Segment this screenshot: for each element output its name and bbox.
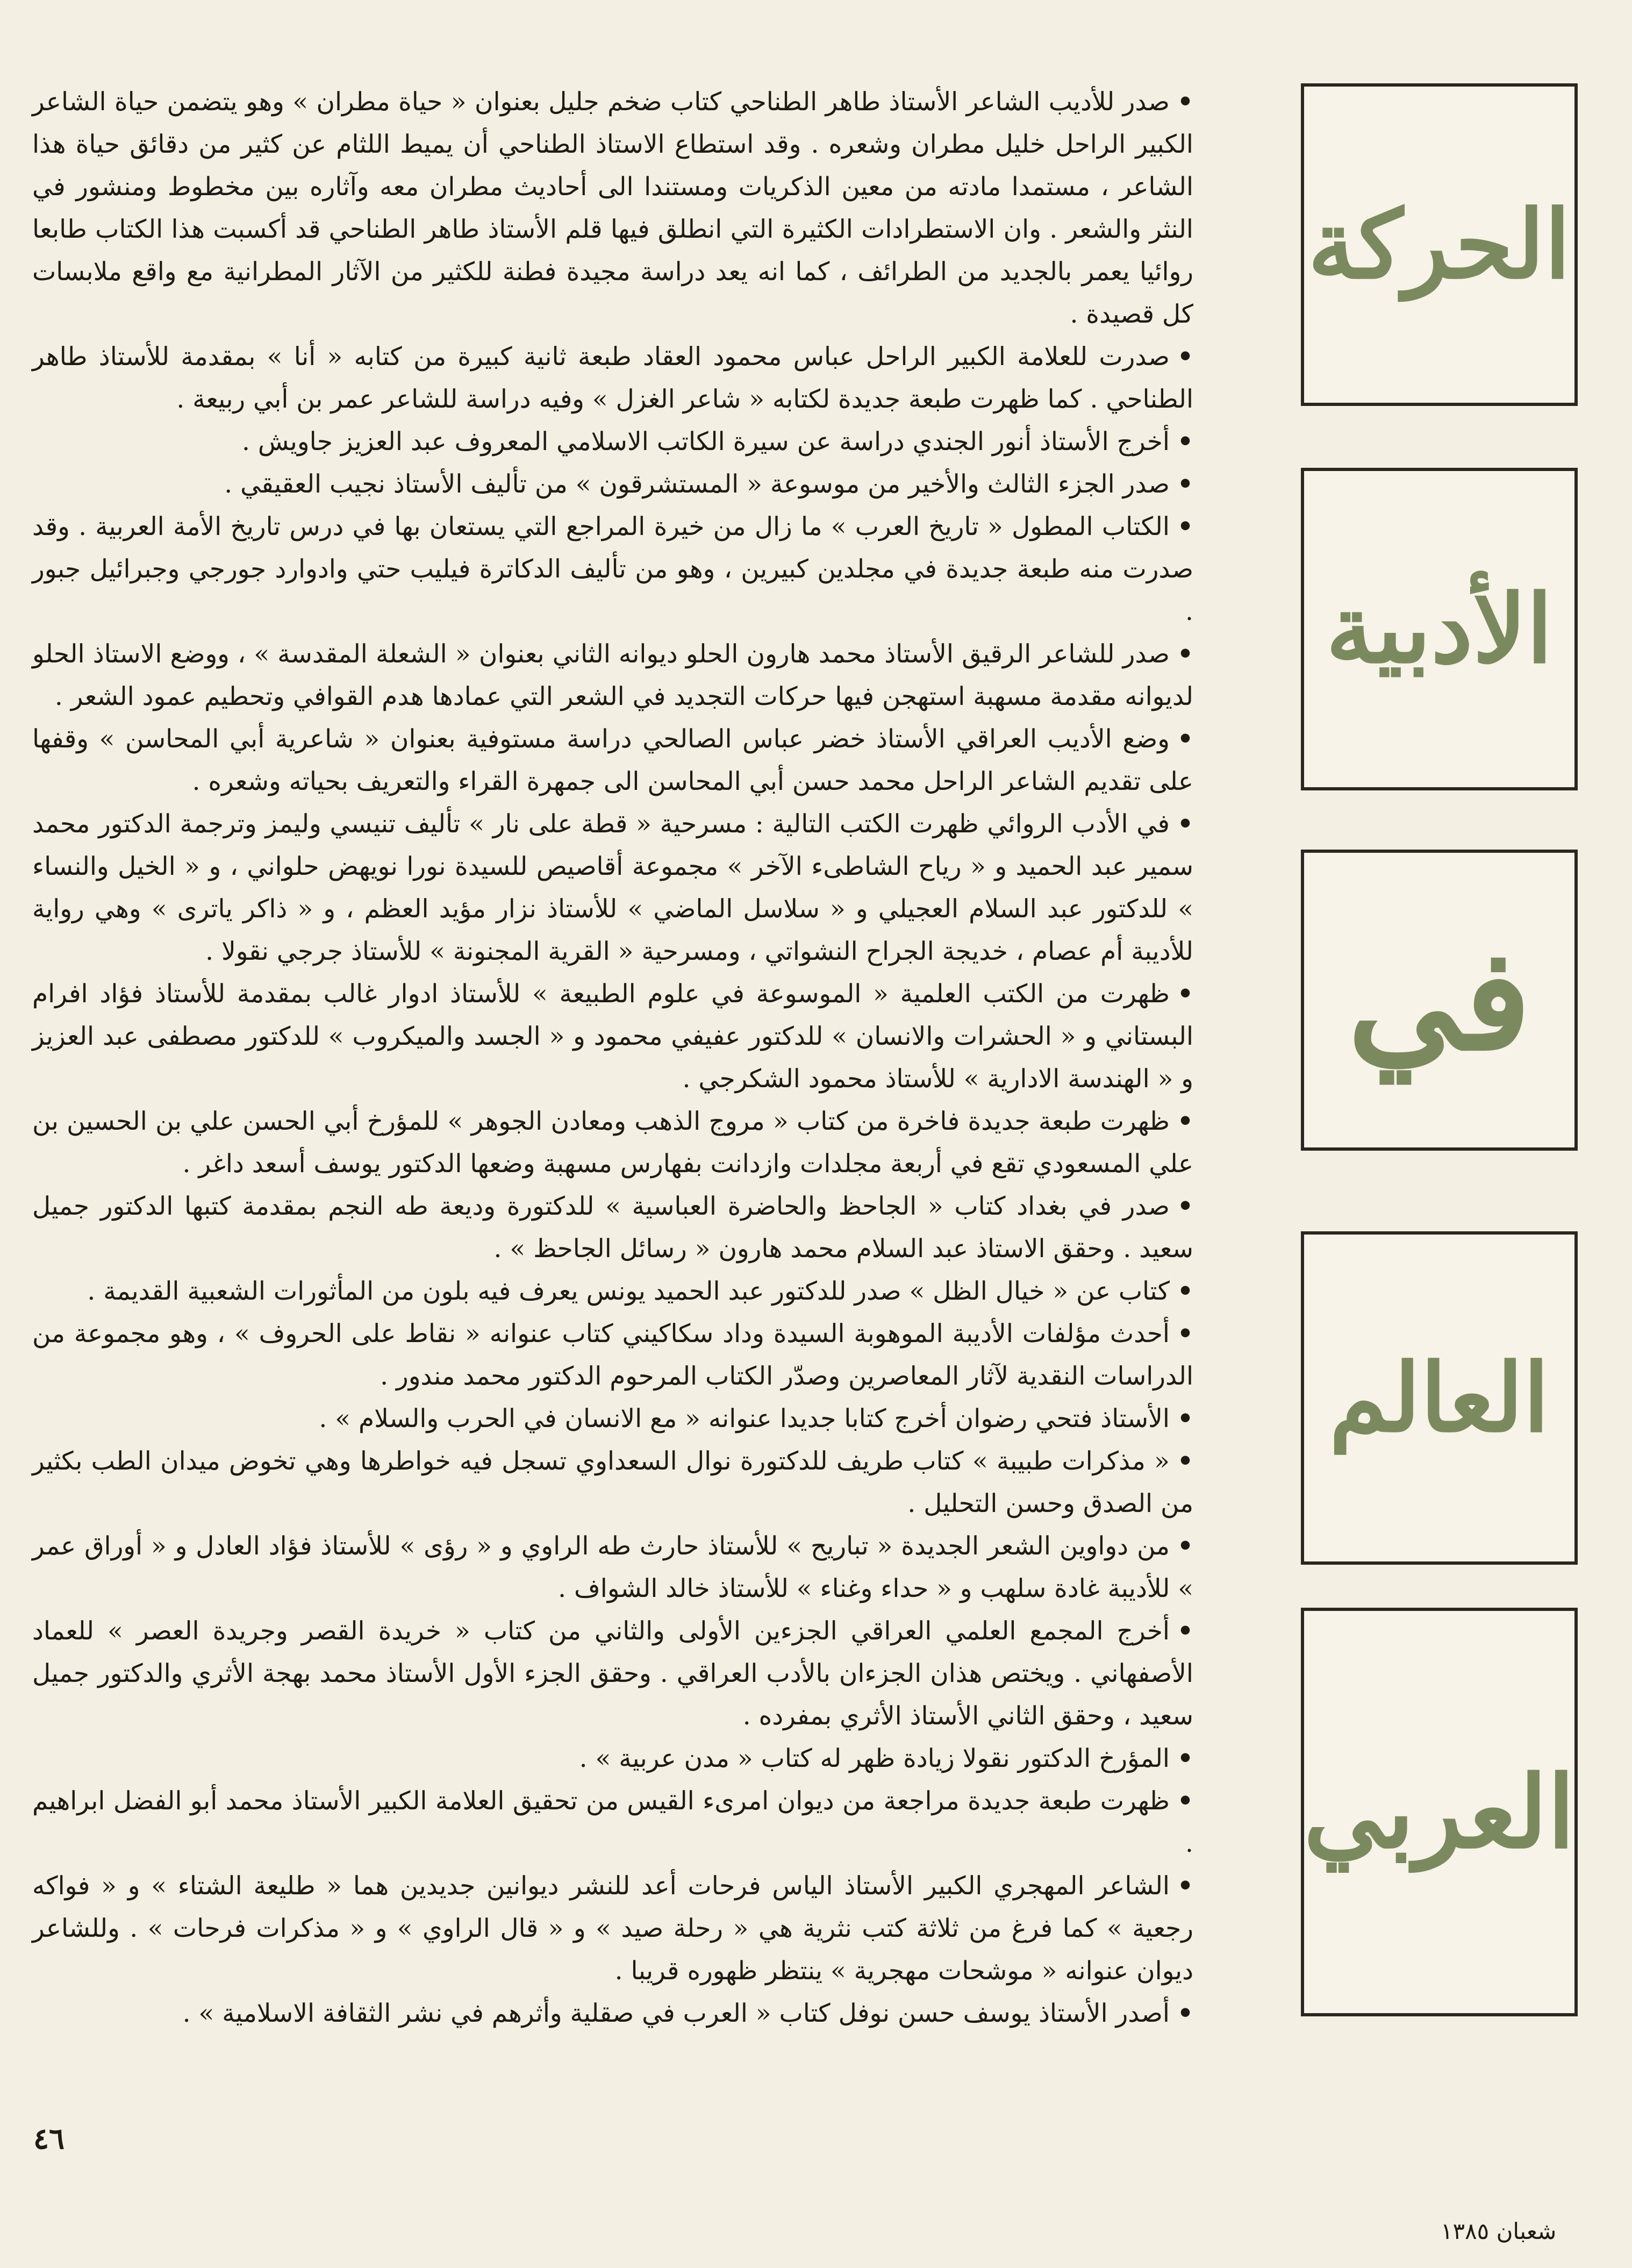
news-item-text: ظهرت من الكتب العلمية « الموسوعة في علوم الطبيعة » للأستاذ ادوار غالب بمقدمة للأستاذ فؤاد افرام البستاني و « الحشرات والانسان » للدكتور عفيفي محمود و « الجسد والميكروب » للدكتور مصطفى عبد العزيز و « الهندسة الادارية » للأستاذ محمود الشكرجي . — [32, 979, 1193, 1094]
news-item — [32, 420, 1193, 463]
news-item — [32, 505, 1193, 633]
page-number: ٤٦ — [33, 2121, 65, 2156]
bullet-marker: • — [1177, 87, 1193, 117]
bullet-marker: • — [1177, 1786, 1193, 1816]
news-item-text: أصدر الأستاذ يوسف حسن نوفل كتاب « العرب في صقلية وأثرهم في نشر الثقافة الاسلامية » . — [182, 1999, 1170, 2028]
news-item — [32, 1780, 1193, 1865]
news-item-text: ظهرت طبعة جديدة فاخرة من كتاب « مروج الذهب ومعادن الجوهر » للمؤرخ أبي الحسن علي بن الحسين بن علي المسعودي تقع في أربعة مجلدات وازدانت بفهارس مسهبة وضعها الدكتور يوسف أسعد داغر . — [32, 1107, 1193, 1179]
bullet-marker: • — [1177, 1404, 1193, 1433]
news-item — [32, 1100, 1193, 1185]
news-item — [32, 81, 1193, 336]
news-item — [32, 463, 1193, 505]
bullet-marker: • — [1177, 1446, 1193, 1476]
news-item-text: صدر في بغداد كتاب « الجاحظ والحاضرة العباسية » للدكتورة وديعة طه النجم بمقدمة كتبها الدكتور جميل سعيد . وحقق الاستاذ عبد السلام محمد هارون « رسائل الجاحظ » . — [32, 1192, 1193, 1264]
bullet-marker: • — [1177, 979, 1193, 1009]
news-item-text: المؤرخ الدكتور نقولا زيادة ظهر له كتاب « مدن عربية » . — [579, 1744, 1170, 1773]
title-box-4 — [1301, 1231, 1578, 1565]
bullet-marker: • — [1177, 1616, 1193, 1646]
bullet-marker: • — [1177, 724, 1193, 754]
news-item — [32, 973, 1193, 1100]
bullet-marker: • — [1177, 809, 1193, 839]
title-word-5: العربي — [1304, 1753, 1575, 1871]
news-item-text: أحدث مؤلفات الأديبة الموهوبة السيدة وداد سكاكيني كتاب عنوانه « نقاط على الحروف » ، وهو مجموعة من الدراسات النقدية لآثار المعاصرين وصدّر الكتاب المرحوم الدكتور محمد مندور . — [32, 1319, 1193, 1391]
bullet-marker: • — [1177, 1871, 1193, 1901]
news-item — [32, 1397, 1193, 1440]
title-box-3 — [1301, 850, 1578, 1151]
news-item — [32, 1610, 1193, 1737]
issue-date: شعبان ١٣٨٥ — [1441, 2218, 1557, 2244]
news-item — [32, 336, 1193, 420]
bullet-marker: • — [1177, 1276, 1193, 1306]
news-item-text: صدر الجزء الثالث والأخير من موسوعة « المستشرقون » من تأليف الأستاذ نجيب العقيقي . — [224, 469, 1170, 499]
news-item-text: من دواوين الشعر الجديدة « تباريح » للأستاذ حارث طه الراوي و « رؤى » للأستاذ فؤاد العادل و « أوراق عمر » للأديبة غادة سلهب و « حداء وغناء » للأستاذ خالد الشواف . — [32, 1531, 1193, 1603]
news-item — [32, 1270, 1193, 1313]
news-item — [32, 1440, 1193, 1525]
title-word-1: الحركة — [1308, 189, 1571, 300]
news-item — [32, 633, 1193, 718]
news-item-text: أخرج المجمع العلمي العراقي الجزءين الأولى والثاني من كتاب « خريدة القصر وجريدة العصر » للعماد الأصفهاني . ويختص هذان الجزءان بالأدب العراقي . وحقق الجزء الأول الأستاذ محمد بهجة الأثري والدكتور جميل سعيد ، وحقق الثاني الأستاذ الأثري بمفرده . — [32, 1616, 1193, 1731]
title-word-4: العالم — [1329, 1343, 1550, 1453]
bullet-marker: • — [1177, 469, 1193, 499]
bullet-marker: • — [1177, 1192, 1193, 1221]
news-item-text: كتاب عن « خيال الظل » صدر للدكتور عبد الحميد يونس يعرف فيه بلون من المأثورات الشعبية القديمة . — [87, 1276, 1170, 1306]
news-item-text: أخرج الأستاذ أنور الجندي دراسة عن سيرة الكاتب الاسلامي المعروف عبد العزيز جاويش . — [241, 427, 1170, 457]
news-item — [32, 1865, 1193, 1992]
article-body — [32, 81, 1193, 2035]
bullet-marker: • — [1177, 1319, 1193, 1349]
title-word-3: في — [1348, 918, 1531, 1082]
bullet-marker: • — [1177, 512, 1193, 541]
bullet-marker: • — [1177, 427, 1193, 457]
news-item-text: ظهرت طبعة جديدة مراجعة من ديوان امرىء القيس من تحقيق العلامة الكبير الأستاذ محمد أبو الفضل ابراهيم . — [32, 1786, 1193, 1858]
news-item-text: صدر للأديب الشاعر الأستاذ طاهر الطناحي كتاب ضخم جليل بعنوان « حياة مطران » وهو يتضمن حياة الشاعر الكبير الراحل خليل مطران وشعره . وقد استطاع الاستاذ الطناحي أن يميط اللثام عن كثير من دقائق حياة هذا الشاعر ، مستمدا مادته من معين الذكريات ومستندا الى أحاديث مطران معه وآثاره بين مخطوط ومنشور في النثر والشعر . وان الاستطرادات الكثيرة التي انطلق فيها قلم الأستاذ طاهر الطناحي قد أكسبت هذا الكتاب طابعا روائيا يعمر بالجديد من الطرائف ، كما انه يعد دراسة مجيدة فطنة للكثير من الآثار المطرانية مع واقع ملابسات كل قصيدة . — [32, 87, 1193, 329]
bullet-marker: • — [1177, 1107, 1193, 1136]
title-box-1 — [1301, 83, 1578, 406]
title-box-2 — [1301, 468, 1578, 790]
bullet-marker: • — [1177, 1744, 1193, 1773]
news-item-text: الشاعر المهجري الكبير الأستاذ الياس فرحات أعد للنشر ديوانين جديدين هما « طليعة الشتاء » و « فواكه رجعية » كما فرغ من ثلاثة كتب نثرية هي « رحلة صيد » و « قال الراوي » و « مذكرات فرحات » . وللشاعر ديوان عنوانه « موشحات مهجرية » ينتظر ظهوره قريبا . — [32, 1871, 1193, 1986]
news-item-text: صدرت للعلامة الكبير الراحل عباس محمود العقاد طبعة ثانية كبيرة من كتابه « أنا » بمقدمة للأستاذ طاهر الطناحي . كما ظهرت طبعة جديدة لكتابه « شاعر الغزل » وفيه دراسة للشاعر عمر بن أبي ربيعة . — [32, 342, 1193, 414]
bullet-marker: • — [1177, 1531, 1193, 1561]
news-item — [32, 803, 1193, 973]
news-item-text: الكتاب المطول « تاريخ العرب » ما زال من خيرة المراجع التي يستعان بها في درس تاريخ الأمة العربية . وقد صدرت منه طبعة جديدة في مجلدين كبيرين ، وهو من تأليف الدكاترة فيليب حتي وادوارد جورجي وجبرائيل جبور . — [32, 512, 1193, 626]
news-item-text: صدر للشاعر الرقيق الأستاذ محمد هارون الحلو ديوانه الثاني بعنوان « الشعلة المقدسة » ، ووضع الاستاذ الحلو لديوانه مقدمة مسهبة استهجن فيها حركات التجديد في الشعر التي عمادها هدم القوافي وتحطيم عمود الشعر . — [32, 639, 1193, 711]
bullet-marker: • — [1177, 1999, 1193, 2028]
news-item — [32, 1737, 1193, 1780]
title-word-2: الأدبية — [1326, 574, 1553, 684]
news-item — [32, 1525, 1193, 1610]
news-item — [32, 1992, 1193, 2035]
news-item — [32, 1313, 1193, 1397]
news-item-text: في الأدب الروائي ظهرت الكتب التالية : مسرحية « قطة على نار » تأليف تنيسي وليمز وترجمة الدكتور محمد سمير عبد الحميد و « رياح الشاطىء الآخر » مجموعة أقاصيص للسيدة نورا نويهض حلواني ، و « الخيل والنساء » للدكتور عبد السلام العجيلي و « سلاسل الماضي » للأستاذ نزار مؤيد العظم ، و « ذاكر ياترى » وهي رواية للأديبة أم عصام ، خديجة الجراح النشواتي ، ومسرحية « القرية المجنونة » للأستاذ جرجي نقولا . — [32, 809, 1193, 966]
news-item-text: الأستاذ فتحي رضوان أخرج كتابا جديدا عنوانه « مع الانسان في الحرب والسلام » . — [319, 1404, 1170, 1433]
news-item-text: « مذكرات طبيبة » كتاب طريف للدكتورة نوال السعداوي تسجل فيه خواطرها وهي تخوض ميدان الطب بكثير من الصدق وحسن التحليل . — [32, 1446, 1193, 1518]
bullet-marker: • — [1177, 639, 1193, 669]
news-item — [32, 718, 1193, 803]
bullet-marker: • — [1177, 342, 1193, 372]
news-item — [32, 1185, 1193, 1270]
title-box-5 — [1301, 1608, 1578, 2016]
news-item-text: وضع الأديب العراقي الأستاذ خضر عباس الصالحي دراسة مستوفية بعنوان « شاعرية أبي المحاسن » وقفها على تقديم الشاعر الراحل محمد حسن أبي المحاسن الى جمهرة القراء والتعريف بحياته وشعره . — [32, 724, 1193, 796]
